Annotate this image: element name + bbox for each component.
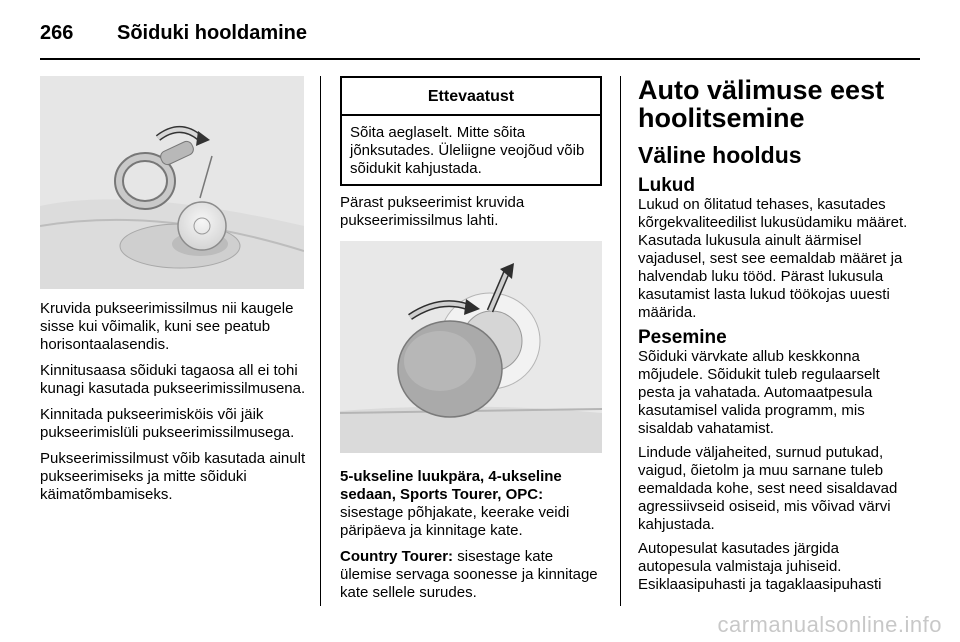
page-number: 266 xyxy=(40,22,74,44)
variant-text: sisestage põhjakate, keerake veidi päripäeva ja kinnitage kate. xyxy=(340,504,570,539)
locks-heading: Lukud xyxy=(638,175,695,196)
watermark: carmanualsonline.info xyxy=(717,612,942,637)
caution-text: Sõita aeglaselt. Mitte sõita jõnksutades. Üleliigne veojõud võib sõidukit kahjustada. xyxy=(350,124,585,177)
subsection-heading: Väline hooldus xyxy=(638,142,802,168)
page-title: Sõiduki hooldamine xyxy=(117,22,308,44)
paragraph: Sõiduki värvkate allub keskkonna mõjudele. Sõidukit tuleb regulaarselt pesta ja vahatada. Automaatpesula kasutamisel valida programm, mis sisaldab vahatamist. xyxy=(638,348,880,437)
washing-heading: Pesemine xyxy=(638,327,727,348)
column-divider xyxy=(320,76,321,606)
paragraph: Autopesulat kasutades järgida autopesula valmistaja juhiseid. Esiklaasipuhasti ja tagaklaasipuhasti xyxy=(638,540,882,593)
variant-label: 5-ukseline luukpära, 4-ukseline sedaan, Sports Tourer, OPC: xyxy=(340,468,562,503)
variant-paragraph xyxy=(340,468,602,540)
towing-eye-illustration xyxy=(40,76,304,289)
paragraph: Lindude väljaheited, surnud putukad, vaigud, õietolm ja muu sarnane tuleb eemaldada kohe, sest need sisaldavad agressiivseid osiseid, mis võivad värvi kahjustada. xyxy=(638,444,898,533)
cover-installation-illustration xyxy=(340,241,602,453)
paragraph: Pärast pukseerimist kruvida pukseerimissilmus lahti. xyxy=(340,194,525,229)
variant-label: Country Tourer: xyxy=(340,548,454,565)
paragraph: Kinnitada pukseerimisköis või jäik pukseerimislüli pukseerimissilmusega. xyxy=(40,406,295,441)
variant-text: sisestage kate ülemise servaga soonesse ja kinnitage kate sellele surudes. xyxy=(340,548,598,601)
variant-paragraph xyxy=(340,548,602,602)
page-header xyxy=(40,22,920,62)
column-2-variants xyxy=(340,468,602,610)
column-3-text xyxy=(638,76,908,600)
paragraph: Lukud on õlitatud tehases, kasutades kõrgekvaliteedilist lukusüdamiku määret. Kasutada lukusula ainult äärmisel vajadusel, sest see eemaldab määret ja halvendab luku tööd. Pärast lukusula kasutamist lasta lukud töökojas uuesti määrida. xyxy=(638,196,908,321)
paragraph: Kinnitusaasa sõiduki tagaosa all ei tohi kunagi kasutada pukseerimissilmusena. xyxy=(40,362,306,397)
column-1-text xyxy=(40,300,308,512)
section-heading: Auto välimuse eest hoolitsemine xyxy=(638,75,885,133)
caution-title: Ettevaatust xyxy=(342,78,600,116)
column-2-text xyxy=(340,194,602,238)
caution-box xyxy=(340,76,602,186)
column-divider xyxy=(620,76,621,606)
paragraph: Pukseerimissilmust võib kasutada ainult pukseerimiseks ja mitte sõiduki käimatõmbamiseks. xyxy=(40,450,306,503)
header-rule xyxy=(40,58,920,60)
paragraph: Kruvida pukseerimissilmus nii kaugele sisse kui võimalik, kuni see peatub horisontaalasendis. xyxy=(40,300,294,353)
